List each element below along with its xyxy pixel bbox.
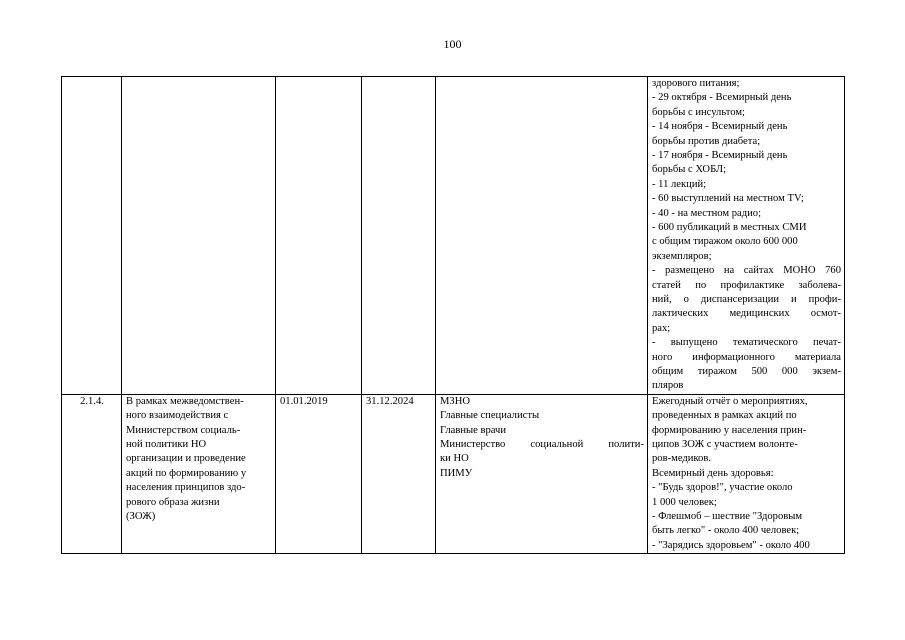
executors-cell [436,394,648,553]
cell-text-line: рового образа жизни [126,496,220,508]
cell-text-line: быть легко" - около 400 человек; [652,525,800,537]
cell-text-line: Главные врачи [440,424,507,436]
page-number: 100 [443,37,462,51]
cell-text-line: борьбы с ХОБЛ; [652,164,727,176]
cell-text-line: ной политики НО [126,439,207,451]
cell-text-line: статей по профилактике заболева- [652,279,841,291]
cell-text-line: - размещено на сайтах МОНО 760 [652,265,841,277]
cell-text-line: - выпущено тематического печат- [652,337,841,349]
cell-text-line: проведенных в рамках акций по [652,410,797,422]
plan-table [61,76,845,554]
result-cell [648,394,845,553]
cell-text-line: акций по формированию у [126,467,247,479]
item-number-cell: 2.1.4. [62,394,122,553]
event-cell [122,77,276,395]
cell-text-line: - 11 лекций; [652,178,707,190]
cell-text-line: - 17 ноября - Всемирный день [652,150,788,162]
cell-text-line: с общим тиражом около 600 000 [652,236,798,248]
cell-text-line: 1 000 человек; [652,496,717,508]
table-row [62,77,845,395]
cell-text-line: - 60 выступлений на местном TV; [652,193,804,205]
cell-text-line: ПИМУ [440,467,473,479]
cell-text-line: В рамках межведомствен- [126,395,244,407]
cell-text-line: борьбы против диабета; [652,135,761,147]
cell-text-line: Министерством социаль- [126,424,241,436]
cell-text-line: общим тиражом 500 000 экзем- [652,366,841,378]
cell-text-line: ки НО [440,453,469,465]
event-cell [122,394,276,553]
cell-text-line: Ежегодный отчёт о мероприятиях, [652,395,808,407]
executors-cell [436,77,648,395]
end-date-cell [362,77,436,395]
start-date-cell [276,77,362,395]
cell-text-line: ного информационного материала [652,351,841,363]
cell-text-line: - 14 ноября - Всемирный день [652,121,788,133]
cell-text-line: экземпляров; [652,250,712,262]
cell-text-line: ров-медиков. [652,453,712,465]
cell-text-line: населения принципов здо- [126,482,246,494]
cell-text-line: - Флешмоб – шествие "Здоровым [652,511,803,523]
cell-text-line: Главные специалисты [440,410,540,422]
cell-text-line: Министерство социальной полити- [440,439,644,451]
item-number-cell [62,77,122,395]
cell-text-line: рах; [652,322,671,334]
cell-text-line: Всемирный день здоровья: [652,467,774,479]
cell-text-line: - "Зарядись здоровьем" - около 400 [652,539,810,551]
cell-text-line: ного взаимодействия с [126,410,229,422]
cell-text-line: организации и проведение [126,453,246,465]
start-date-cell: 01.01.2019 [276,394,362,553]
end-date-cell: 31.12.2024 [362,394,436,553]
cell-text-line: лактических медицинских осмот- [652,308,841,320]
cell-text-line: формированию у населения прин- [652,424,807,436]
cell-text-line: ний, о диспансеризации и профи- [652,294,841,306]
cell-text-line: МЗНО [440,395,471,407]
cell-text-line: - "Будь здоров!", участие около [652,482,793,494]
cell-text-line: здорового питания; [652,78,740,89]
cell-text-line: - 600 публикаций в местных СМИ [652,222,807,234]
cell-text-line: (ЗОЖ) [126,511,156,523]
cell-text-line: - 40 - на местном радио; [652,207,762,219]
result-cell [648,77,845,395]
cell-text-line: борьбы с инсультом; [652,106,745,118]
cell-text-line: - 29 октября - Всемирный день [652,92,792,104]
cell-text-line: пляров [652,380,684,392]
table-row [62,394,845,553]
cell-text-line: ципов ЗОЖ с участием волонте- [652,439,798,451]
